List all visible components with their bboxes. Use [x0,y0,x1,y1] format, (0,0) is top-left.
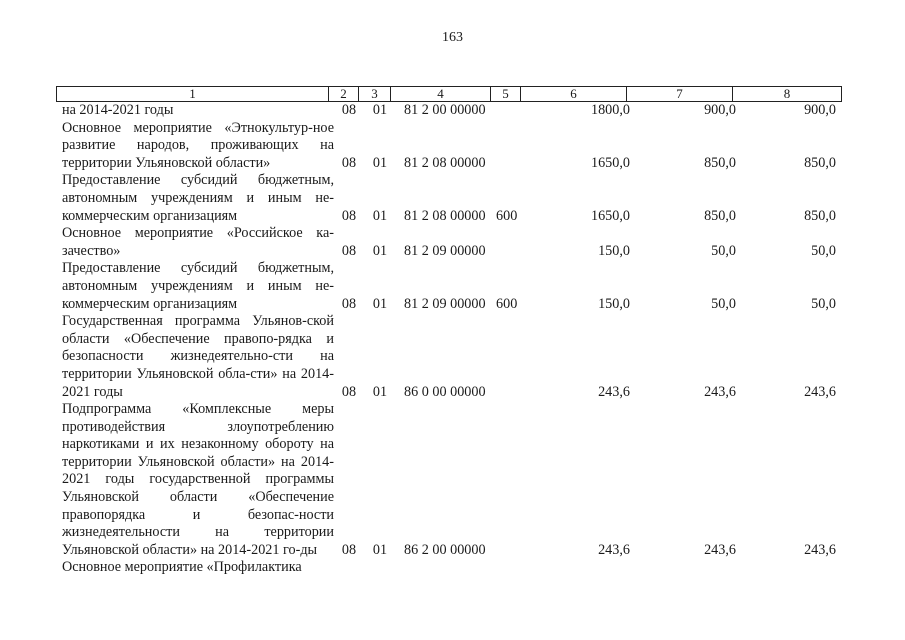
row-subsection: 01 [372,207,388,224]
row-description: Подпрограмма «Комплексные меры противодействия злоупотреблению наркотиками и их незаконному обороту на территории Ульяновской области» на 2014-2021 годы государственной программы Ульяновской области «Обеспечение правопорядка и безопас-ности жизнедеятельности на территории Ульяновской области» на 2014-2021 го-ды [62,401,334,558]
row-description: Предоставление субсидий бюджетным, автономным учреждениям и иным не-коммерческим организациям [62,260,334,312]
table-row [0,102,905,120]
table-row [0,260,905,313]
row-amount-2: 850,0 [704,207,736,224]
row-target-code: 81 2 09 00000 [404,295,486,312]
row-description: Государственная программа Ульянов-ской области «Обеспечение правопо-рядка и безопасности жизнедеятельно-сти на территории Ульяновской обла-сти» на 2014-2021 годы [62,313,334,400]
row-subsection: 01 [372,102,388,118]
row-target-code: 81 2 00 00000 [404,102,486,118]
header-col-5: 5 [491,87,521,101]
row-subsection: 01 [372,541,388,558]
row-amount-3: 900,0 [804,102,836,118]
row-section: 08 [341,102,357,118]
table-body [0,102,905,577]
row-amount-3: 243,6 [804,541,836,558]
row-section: 08 [341,541,357,558]
table-row [0,225,905,260]
row-amount-1: 150,0 [598,295,630,312]
header-col-6: 6 [521,87,627,101]
row-amount-1: 150,0 [598,242,630,259]
row-amount-3: 850,0 [804,207,836,224]
table-header [56,86,842,102]
header-col-3: 3 [359,87,391,101]
header-col-4: 4 [391,87,491,101]
row-description: Основное мероприятие «Этнокультур-ное развитие народов, проживающих на территории Ульяновской области» [62,119,334,171]
row-section: 08 [341,295,357,312]
row-expense-type: 600 [496,207,518,224]
row-description: Основное мероприятие «Российское ка-зачество» [62,225,334,259]
row-amount-1: 1650,0 [590,207,630,224]
row-amount-3: 50,0 [811,295,836,312]
row-section: 08 [341,207,357,224]
row-amount-2: 243,6 [704,383,736,400]
header-col-2: 2 [329,87,359,101]
row-amount-3: 50,0 [811,242,836,259]
table-row [0,559,905,577]
row-amount-2: 243,6 [704,541,736,558]
row-subsection: 01 [372,295,388,312]
header-col-8: 8 [783,86,791,101]
page-number: 163 [442,30,463,45]
row-amount-2: 50,0 [711,295,736,312]
row-subsection: 01 [372,154,388,171]
table-row [0,120,905,173]
row-description: Предоставление субсидий бюджетным, автономным учреждениям и иным не-коммерческим организациям [62,172,334,224]
row-section: 08 [341,383,357,400]
row-expense-type: 600 [496,295,518,312]
row-target-code: 81 2 08 00000 [404,154,486,171]
row-subsection: 01 [372,383,388,400]
row-amount-1: 1800,0 [590,102,630,118]
row-target-code: 86 2 00 00000 [404,541,486,558]
row-amount-3: 243,6 [804,383,836,400]
row-target-code: 81 2 09 00000 [404,242,486,259]
row-amount-1: 1650,0 [590,154,630,171]
row-target-code: 86 0 00 00000 [404,383,486,400]
table-row [0,172,905,225]
row-amount-3: 850,0 [804,154,836,171]
row-section: 08 [341,154,357,171]
row-amount-2: 900,0 [704,102,736,118]
header-col-1: 1 [57,87,329,101]
row-target-code: 81 2 08 00000 [404,207,486,224]
row-amount-1: 243,6 [598,541,630,558]
table-row [0,401,905,559]
row-amount-1: 243,6 [598,383,630,400]
row-section: 08 [341,242,357,259]
row-description: на 2014-2021 годы [62,102,174,118]
row-amount-2: 850,0 [704,154,736,171]
row-description: Основное мероприятие «Профилактика [62,559,302,576]
table-row [0,313,905,401]
header-col-7: 7 [627,87,733,101]
row-amount-2: 50,0 [711,242,736,259]
row-subsection: 01 [372,242,388,259]
